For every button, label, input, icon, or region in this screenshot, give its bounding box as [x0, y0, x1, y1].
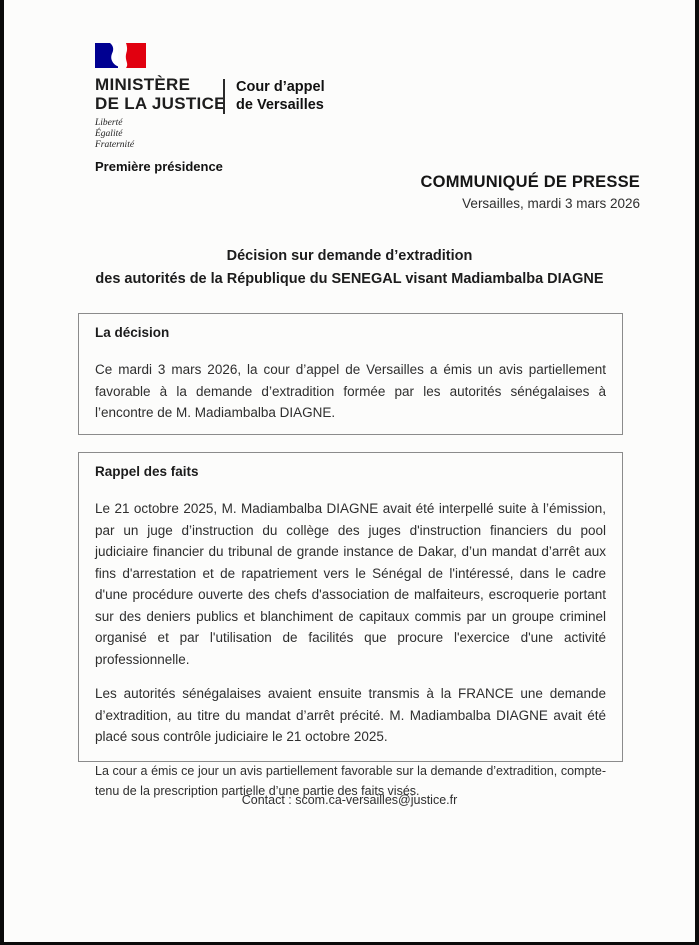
facts-paragraph-1: Le 21 octobre 2025, M. Madiambalba DIAGNE avait été interpellé suite à l’émission, par un juge d’instruction du collège des juges d'instruction financiers du pool judiciaire financier du tribunal de grande instance de Dakar, d’un mandat d’arrêt aux fins d'arrestation et de rapatriement vers le Sénégal de l'intéressé, dans le cadre d'une procédure ouverte des chefs d'association de malfaiteurs, escroquerie portant sur des deniers publics et blanchiment de capitaux commis par un groupe criminel organisé et par l'utilisation de facilités que procure l'exercice d'une activité professionnelle.	[95, 501, 606, 667]
facts-box	[78, 452, 623, 798]
court-line2: de Versailles	[236, 96, 324, 113]
motto-fraternite: Fraternité	[95, 140, 135, 150]
court-name	[223, 79, 325, 114]
decision-box-body: Ce mardi 3 mars 2026, la cour d’appel de Versailles a émis un avis partiellement favorable à la demande d’extradition formée par les autorités sénégalaises à l’encontre de M. Madiambalba DIAGNE.	[95, 362, 606, 420]
motto-egalite: Égalité	[95, 129, 123, 139]
french-flag-logo	[95, 42, 147, 70]
motto-liberte: Liberté	[95, 118, 123, 128]
contact-line: Contact : scom.ca-versailles@justice.fr	[241, 793, 458, 807]
flag-red-block	[126, 43, 146, 68]
gov-logo-block	[95, 42, 226, 174]
facts-box-heading: Rappel des faits	[95, 464, 199, 479]
document-title-line1: Décision sur demande d’extradition	[226, 248, 473, 264]
document-title-line2: des autorités de la République du SENEGAL visant Madiambalba DIAGNE	[95, 271, 604, 287]
ministry-name	[95, 76, 226, 113]
decision-box	[78, 313, 623, 435]
facts-paragraph-3: La cour a émis ce jour un avis partiellement favorable sur la demande d’extradition, compte-tenu de la prescription partielle d’une partie des faits visés.	[95, 763, 606, 798]
press-meta	[421, 173, 640, 211]
court-line1: Cour d’appel	[236, 79, 325, 95]
ministry-line1: MINISTÈRE	[95, 75, 191, 94]
document-title	[40, 245, 659, 291]
facts-paragraph-2: Les autorités sénégalaises avaient ensuite transmis à la FRANCE une demande d’extradition, au titre du mandat d’arrêt précité. M. Madiambalba DIAGNE avait été placé sous contrôle judiciaire le 21 octobre 2025.	[95, 686, 606, 744]
republic-motto	[95, 118, 226, 151]
ministry-line2: DE LA JUSTICE	[95, 93, 226, 113]
marianne-eye	[108, 50, 110, 52]
decision-box-heading: La décision	[95, 325, 170, 340]
dateline: Versailles, mardi 3 mars 2026	[462, 196, 640, 211]
service-name: Première présidence	[95, 159, 223, 174]
press-release-kicker: COMMUNIQUÉ DE PRESSE	[420, 173, 640, 191]
